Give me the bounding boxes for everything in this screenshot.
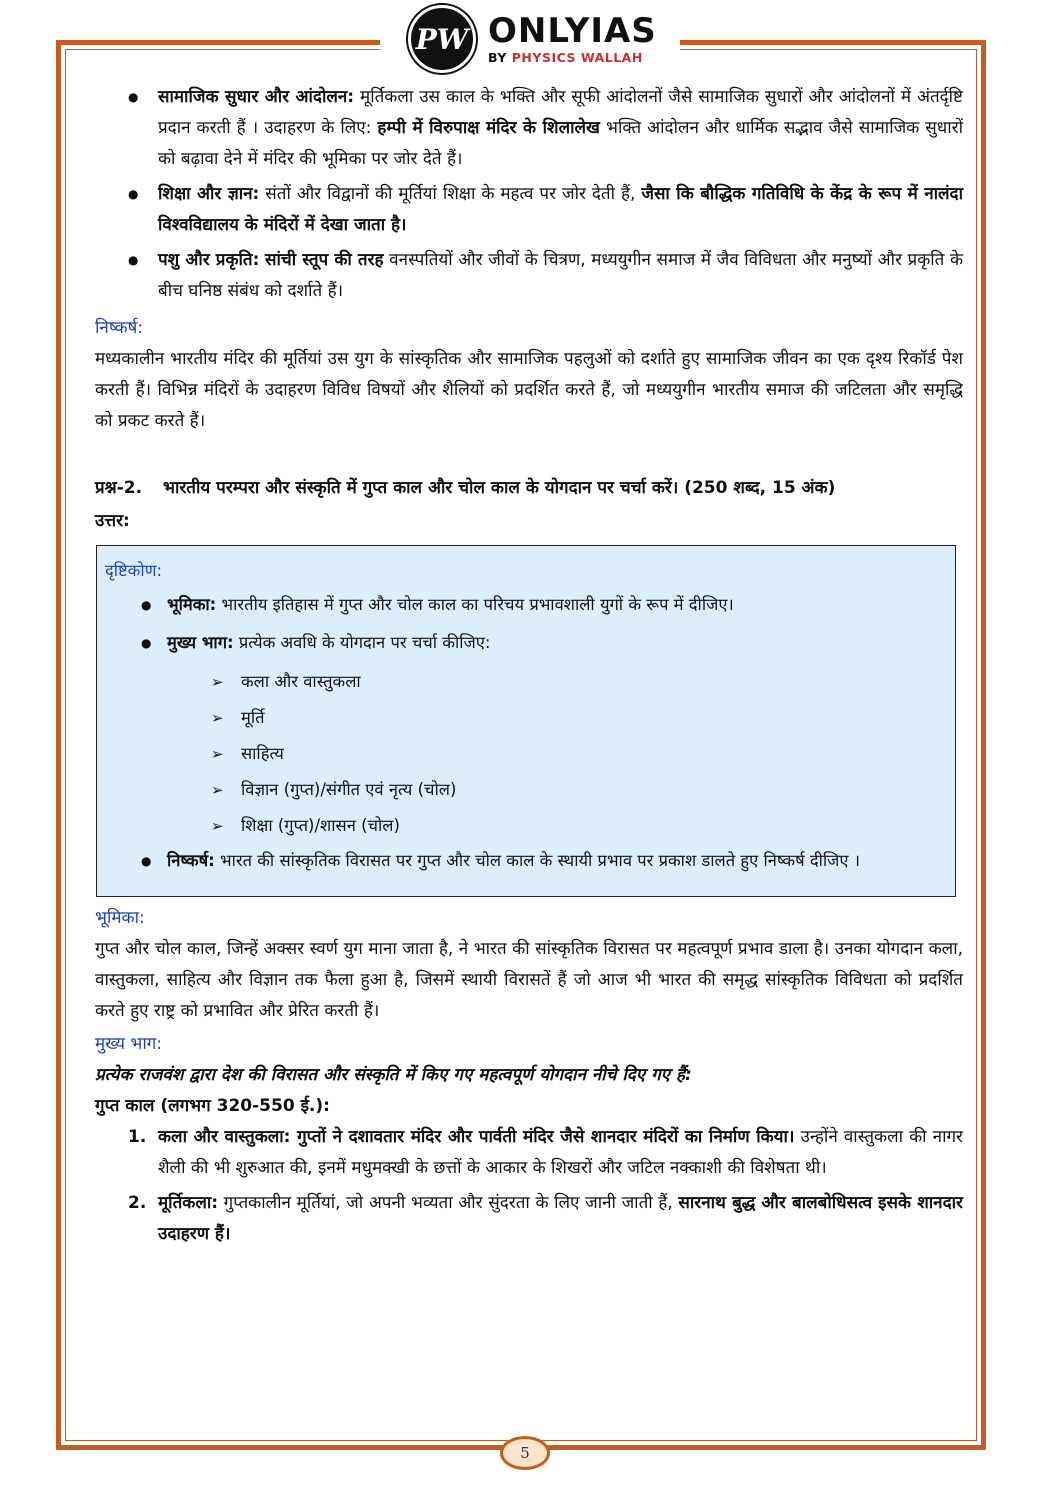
bullet-text: संतों और विद्वानों की मूर्तियां शिक्षा के महत्व पर जोर देती हैं, xyxy=(259,184,642,204)
bullet-title: पशु और प्रकृति: xyxy=(158,250,260,270)
approach-conclusion-list xyxy=(105,844,941,878)
approach-item-title: निष्कर्ष: xyxy=(167,851,215,870)
gupta-heading: गुप्त काल (लगभग 320-550 ई.): xyxy=(95,1096,330,1116)
list-item xyxy=(105,844,941,878)
sub-list-item: ➢ कला और वास्तुकला xyxy=(211,664,941,700)
bullet-text: भक्ति आंदोलन और धार्मिक सद्भाव जैसे सामाजिक सुधारों को बढ़ावा देने में मंदिर की भूमिका पर जोर देते हैं। xyxy=(158,118,963,169)
approach-item-title: मुख्य भाग: xyxy=(167,633,234,652)
sub-list-item: ➢ विज्ञान (गुप्त)/संगीत एवं नृत्य (चोल) xyxy=(211,772,941,808)
list-item xyxy=(95,1122,963,1184)
answer-label: उत्तर: xyxy=(95,511,130,531)
point-bold: सारनाथ बुद्ध और बालबोधिसत्व इसके शानदार उदाहरण हैं। xyxy=(158,1193,963,1244)
list-item xyxy=(95,82,963,175)
conclusion-text: मध्यकालीन भारतीय मंदिर की मूर्तियां उस युग के सांस्कृतिक और सामाजिक पहलुओं को दर्शाते हुए सामाजिक जीवन का एक दृश्य रिकॉर्ड पेश करती हैं। विभिन्न मंदिरों के उदाहरण विविध विषयों और शैलियों को प्रदर्शित करते हैं, जो मध्ययुगीन भारतीय समाज की जटिलता और समृद्धि को प्रकट करते हैं। xyxy=(95,349,963,431)
sub-list-item: ➢ शिक्षा (गुप्त)/शासन (चोल) xyxy=(211,808,941,844)
list-item xyxy=(95,179,963,241)
approach-list xyxy=(105,588,941,660)
question-text: भारतीय परम्परा और संस्कृति में गुप्त काल और चोल काल के योगदान पर चर्चा करें। (250 शब्द, 15 अंक) xyxy=(163,478,836,498)
list-item xyxy=(95,1188,963,1250)
brand-logo xyxy=(380,0,680,78)
list-item xyxy=(105,626,941,660)
brand-subtitle xyxy=(488,49,657,65)
list-item xyxy=(95,245,963,307)
question-block xyxy=(95,473,963,504)
bullet-bold: जैसा कि बौद्धिक गतिविधि के केंद्र के रूप में नालंदा विश्वविद्यालय के मंदिरों में देखा जाता है। xyxy=(158,184,963,235)
page-content xyxy=(95,82,963,1254)
question-number: प्रश्न-2. xyxy=(95,478,143,498)
conclusion-heading: निष्कर्ष: xyxy=(95,318,144,338)
approach-box xyxy=(96,545,956,897)
gupta-points xyxy=(95,1122,963,1250)
bullet-text: वनस्पतियों और जीवों के चित्रण, मध्ययुगीन समाज में जैव विविधता और मनुष्यों और प्रकृति के बीच घनिष्ठ संबंध को दर्शाते हैं। xyxy=(158,250,964,301)
bullet-bold: हम्पी में विरुपाक्ष मंदिर के शिलालेख xyxy=(377,118,600,138)
point-bold: गुप्तों ने दशावतार मंदिर और पार्वती मंदिर जैसे शानदार मंदिरों का निर्माण किया। xyxy=(290,1127,795,1147)
main-body-subtitle: प्रत्येक राजवंश द्वारा देश की विरासत और संस्कृति में किए गए महत्वपूर्ण योगदान नीचे दिए गए हैं: xyxy=(95,1065,692,1085)
point-title: कला और वास्तुकला: xyxy=(158,1127,291,1147)
list-item xyxy=(105,588,941,622)
point-number: 1. xyxy=(128,1127,147,1147)
approach-heading: दृष्टिकोण: xyxy=(105,561,163,580)
approach-sub-list xyxy=(105,664,941,844)
approach-item-text: प्रत्येक अवधि के योगदान पर चर्चा कीजिए: xyxy=(233,633,491,652)
point-text: गुप्तकालीन मूर्तियां, जो अपनी भव्यता और सुंदरता के लिए जानी जाती हैं, xyxy=(218,1193,679,1213)
intro-bullet-list xyxy=(95,82,963,307)
bullet-bold: सांची स्तूप की तरह xyxy=(265,250,384,270)
point-title: मूर्तिकला: xyxy=(158,1193,219,1213)
intro-text: गुप्त और चोल काल, जिन्हें अक्सर स्वर्ण युग माना जाता है, ने भारत की सांस्कृतिक विरासत पर महत्वपूर्ण प्रभाव डाला है। उनका योगदान कला, वास्तुकला, साहित्य और विज्ञान तक फैला हुआ है, जिसमें स्थायी विरासतें हैं जो आज भी भारत की समृद्ध सांस्कृतिक विविधता को प्रदर्शित करते हुए राष्ट्र को प्रभावित और प्रेरित करती हैं। xyxy=(95,939,963,1021)
brand-company: PHYSICS WALLAH xyxy=(511,49,643,65)
point-number: 2. xyxy=(128,1193,147,1213)
bullet-title: सामाजिक सुधार और आंदोलन: xyxy=(158,87,355,107)
brand-name: ONLYIAS xyxy=(488,10,657,51)
brand-text xyxy=(488,10,657,65)
page-number: 5 xyxy=(500,1436,550,1470)
bullet-text: मूर्तिकला उस काल के भक्ति और सूफी आंदोलनों जैसे सामाजिक सुधारों और आंदोलनों में अंतर्दृष्टि प्रदान करती हैं । उदाहरण के लिए: xyxy=(158,87,963,138)
main-body-heading: मुख्य भाग: xyxy=(95,1034,163,1054)
point-text: उन्होंने वास्तुकला की नागर शैली की भी शुरुआत की, इनमें मधुमक्खी के छत्तों के आकार के शिखरों और जटिल नक्काशी की विशेषता थी। xyxy=(158,1127,963,1178)
sub-list-item: ➢ साहित्य xyxy=(211,736,941,772)
approach-item-text: भारत की सांस्कृतिक विरासत पर गुप्त और चोल काल के स्थायी प्रभाव पर प्रकाश डालते हुए निष्कर्ष दीजिए । xyxy=(214,851,861,870)
approach-item-text: भारतीय इतिहास में गुप्त और चोल काल का परिचय प्रभावशाली युगों के रूप में दीजिए। xyxy=(216,595,734,614)
brand-by: BY xyxy=(488,49,507,65)
pw-logo-icon: PW xyxy=(408,5,476,73)
approach-item-title: भूमिका: xyxy=(167,595,217,614)
bullet-title: शिक्षा और ज्ञान: xyxy=(158,184,260,204)
intro-heading: भूमिका: xyxy=(95,908,145,928)
sub-list-item: ➢ मूर्ति xyxy=(211,700,941,736)
